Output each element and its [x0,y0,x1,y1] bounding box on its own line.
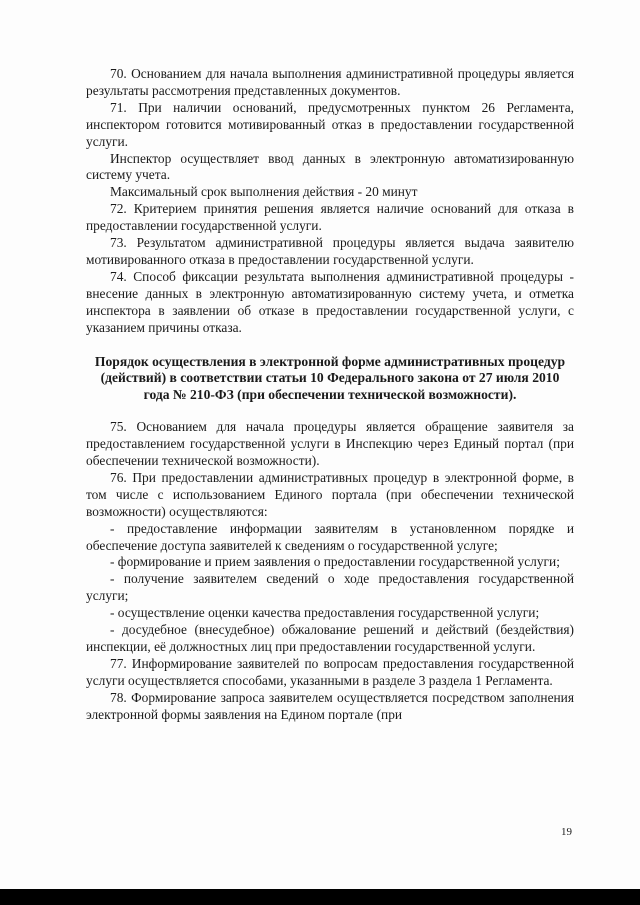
paragraph-74: 74. Способ фиксации результата выполнения административной процедуры - внесение данных в электронную автоматизированную систему учета, и отметка инспектора в заявлении об отказе в предоставлении государственной услуги, с указанием причины отказа. [86,268,574,335]
list-item-information: - предоставление информации заявителям в установленном порядке и обеспечение доступа заявителей к сведениям о государственной услуге; [86,520,574,553]
paragraph-75: 75. Основанием для начала процедуры является обращение заявителя за предоставлением государственной услуги в Инспекцию через Единый портал (при обеспечении технической возможности). [86,419,574,469]
list-item-appeal: - досудебное (внесудебное) обжалование решений и действий (бездействия) инспекции, её должностных лиц при предоставлении государственной услуги. [86,622,574,654]
list-item-application: - формирование и прием заявления о предоставлении государственной услуги; [110,554,560,570]
paragraph-76: 76. При предоставлении административных процедур в электронной форме, в том числе с использованием Единого портала (при обеспечении технической возможности) осуществляются: [86,469,574,519]
paragraph-70: 70. Основанием для начала выполнения административной процедуры является результаты рассмотрения представленных документов. [86,66,574,98]
paragraph-71: 71. При наличии оснований, предусмотренных пунктом 26 Регламента, инспектором готовится мотивированный отказ в предоставлении государственной услуги. [86,99,574,149]
paragraph-inspector-input: Инспектор осуществляет ввод данных в электронную автоматизированную систему учета. [86,150,574,183]
paragraph-73: 73. Результатом административной процедуры является выдача заявителю мотивированного отказа в предоставлении государственной услуги. [86,235,574,267]
list-item-status: - получение заявителем сведений о ходе предоставления государственной услуги; [86,571,574,604]
paragraph-max-time: Максимальный срок выполнения действия - 20 минут [110,184,418,200]
text-block-top [86,66,574,724]
scan-edge-bar [0,889,640,905]
list-item-quality: - осуществление оценки качества предоставления государственной услуги; [110,605,540,621]
paragraph-77: 77. Информирование заявителей по вопросам предоставления государственной услуги осуществляется способами, указанными в разделе 3 раздела 1 Регламента. [86,655,574,688]
paragraph-72: 72. Критерием принятия решения является наличие оснований для отказа в предоставлении государственной услуги. [86,201,574,234]
section-heading: Порядок осуществления в электронной форме административных процедур (действий) в соответствии статьи 10 Федерального закона от 27 июля 2010 года № 210-ФЗ (при обеспечении технической возможности). [94,353,566,403]
paragraph-78: 78. Формирование запроса заявителем осуществляется посредством заполнения электронной формы заявления на Едином портале (при [86,689,574,722]
page-number: 19 [561,826,572,838]
